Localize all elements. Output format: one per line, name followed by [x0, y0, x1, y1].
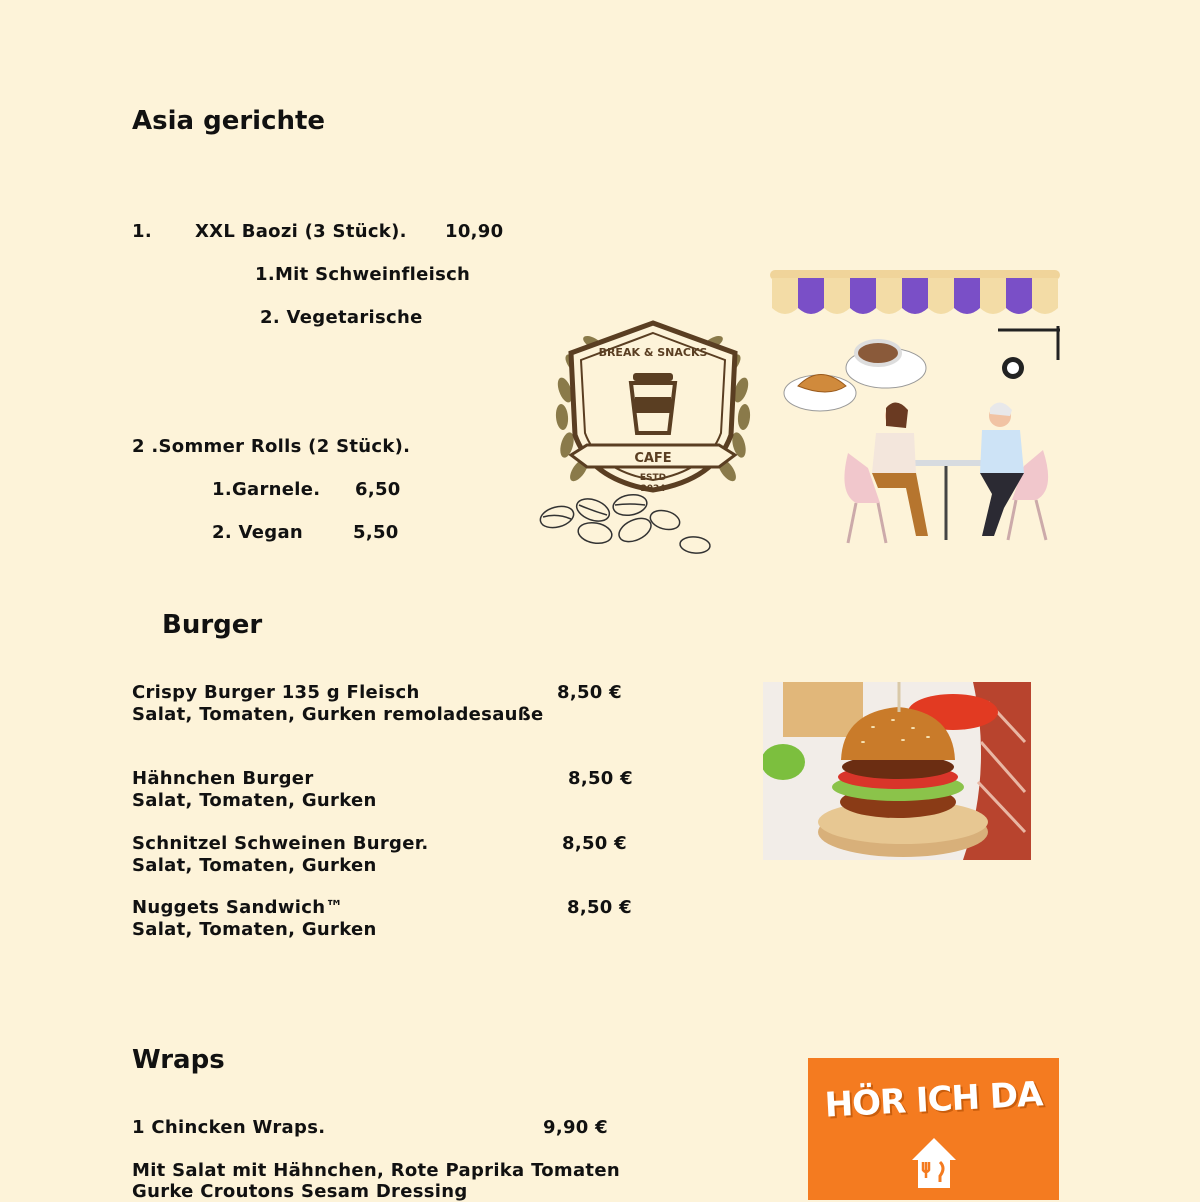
burger-item-1-name: Crispy Burger 135 g Fleisch: [132, 682, 420, 703]
burger-item-4-name: Nuggets Sandwich™: [132, 897, 344, 918]
burger-item-4-desc: Salat, Tomaten, Gurken: [132, 919, 377, 940]
burger-item-2-price: 8,50 €: [568, 768, 634, 789]
burger-item-3-desc: Salat, Tomaten, Gurken: [132, 855, 377, 876]
baozi-name: XXL Baozi (3 Stück).: [195, 221, 407, 242]
rolls-price-1: 6,50: [355, 479, 401, 500]
delivery-badge[interactable]: [808, 1058, 1059, 1200]
baozi-number: 1.: [132, 221, 152, 242]
burger-item-1-price: 8,50 €: [557, 682, 623, 703]
delivery-brand-text: HÖR ICH DA: [823, 1074, 1044, 1126]
section-title-asia: Asia gerichte: [132, 106, 326, 136]
rolls-name: 2 .Sommer Rolls (2 Stück).: [132, 436, 411, 457]
svg-text:BREAK & SNACKS: BREAK & SNACKS: [598, 346, 708, 359]
section-title-wraps: Wraps: [132, 1045, 225, 1075]
wrap-item-price: 9,90 €: [543, 1117, 609, 1138]
delivery-house-icon: [904, 1130, 964, 1190]
burger-item-2-desc: Salat, Tomaten, Gurken: [132, 790, 377, 811]
burger-item-3-name: Schnitzel Schweinen Burger.: [132, 833, 429, 854]
cafe-scene-illustration: [768, 268, 1063, 548]
wrap-desc-line-1: Mit Salat mit Hähnchen, Rote Paprika Tomaten: [132, 1160, 620, 1181]
rolls-option-2: 2. Vegan: [212, 522, 304, 543]
burger-item-3-price: 8,50 €: [562, 833, 628, 854]
burger-item-1-desc: Salat, Tomaten, Gurken remoladesauße: [132, 704, 544, 725]
wrap-item-name: 1 Chincken Wraps.: [132, 1117, 326, 1138]
rolls-price-2: 5,50: [353, 522, 399, 543]
svg-text:CAFE: CAFE: [634, 451, 672, 466]
baozi-price: 10,90: [445, 221, 504, 242]
cafe-logo-icon: [535, 305, 775, 560]
baozi-option-2: 2. Vegetarische: [260, 307, 423, 328]
baozi-option-1: 1.Mit Schweinfleisch: [255, 264, 471, 285]
svg-text:2024: 2024: [640, 484, 666, 494]
rolls-option-1: 1.Garnele.: [212, 479, 321, 500]
burger-photo: [763, 682, 1031, 860]
burger-item-2-name: Hähnchen Burger: [132, 768, 314, 789]
section-title-burger: Burger: [162, 610, 263, 640]
wrap-desc-line-2: Gurke Croutons Sesam Dressing: [132, 1181, 468, 1202]
burger-item-4-price: 8,50 €: [567, 897, 633, 918]
svg-text:ESTD: ESTD: [639, 473, 667, 483]
